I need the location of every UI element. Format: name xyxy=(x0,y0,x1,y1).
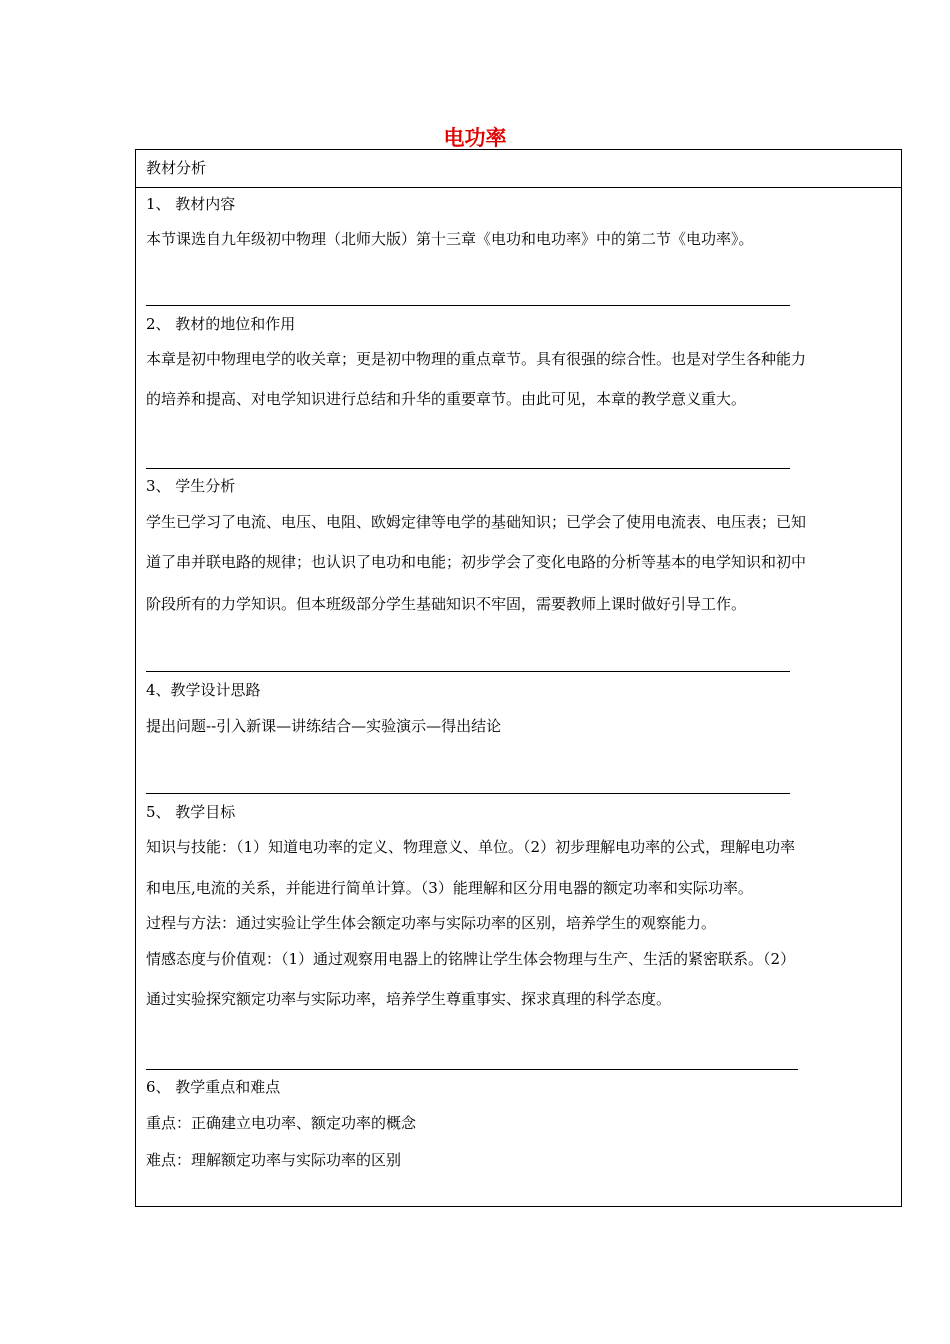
section-2-heading: 2、 教材的地位和作用 xyxy=(146,315,296,333)
section-5-text-line: 和电压,电流的关系，并能进行简单计算。（3）能理解和区分用电器的额定功率和实际功率。 xyxy=(146,879,753,897)
section-6-text-line: 重点：正确建立电功率、额定功率的概念 xyxy=(146,1114,417,1132)
section-3-text-line: 道了串并联电路的规律；也认识了电功和电能；初步学会了变化电路的分析等基本的电学知识和初中 xyxy=(146,553,807,571)
section-2-divider xyxy=(146,468,790,469)
section-3-text-line: 学生已学习了电流、电压、电阻、欧姆定律等电学的基础知识；已学会了使用电流表、电压表；已知 xyxy=(146,513,807,531)
table-header-row xyxy=(136,150,901,188)
section-6-heading: 6、 教学重点和难点 xyxy=(146,1078,281,1096)
section-5-text-line: 情感态度与价值观：（1）通过观察用电器上的铭牌让学生体会物理与生产、生活的紧密联系。（2） xyxy=(146,950,796,968)
section-6-text-line: 难点：理解额定功率与实际功率的区别 xyxy=(146,1151,402,1169)
section-4-text: 提出问题--引入新课—讲练结合—实验演示—得出结论 xyxy=(146,717,502,735)
section-5-divider xyxy=(146,1069,798,1070)
section-2-text-line: 本章是初中物理电学的收关章；更是初中物理的重点章节。具有很强的综合性。也是对学生各种能力 xyxy=(146,350,807,368)
section-1-divider xyxy=(146,305,790,306)
section-3-text-line: 阶段所有的力学知识。但本班级部分学生基础知识不牢固，需要教师上课时做好引导工作。 xyxy=(146,595,747,613)
section-5-text-line: 知识与技能：（1）知道电功率的定义、物理意义、单位。（2）初步理解电功率的公式，理解电功率 xyxy=(146,838,796,856)
section-4-heading: 4、教学设计思路 xyxy=(146,681,261,699)
section-5-text-line: 通过实验探究额定功率与实际功率，培养学生尊重事实、探求真理的科学态度。 xyxy=(146,990,672,1008)
section-1-heading: 1、 教材内容 xyxy=(146,195,236,213)
header-label: 教材分析 xyxy=(146,159,207,177)
section-5-heading: 5、 教学目标 xyxy=(146,803,236,821)
section-3-divider xyxy=(146,671,790,672)
section-2-text-line: 的培养和提高、对电学知识进行总结和升华的重要章节。由此可见，本章的教学意义重大。 xyxy=(146,390,747,408)
document-title: 电功率 xyxy=(443,126,507,150)
section-3-heading: 3、 学生分析 xyxy=(146,477,236,495)
section-5-text-line: 过程与方法：通过实验让学生体会额定功率与实际功率的区别，培养学生的观察能力。 xyxy=(146,914,717,932)
section-1-text: 本节课选自九年级初中物理（北师大版）第十三章《电功和电功率》中的第二节《电功率》。 xyxy=(146,230,754,248)
lesson-table xyxy=(135,149,902,1207)
section-4-divider xyxy=(146,793,790,794)
